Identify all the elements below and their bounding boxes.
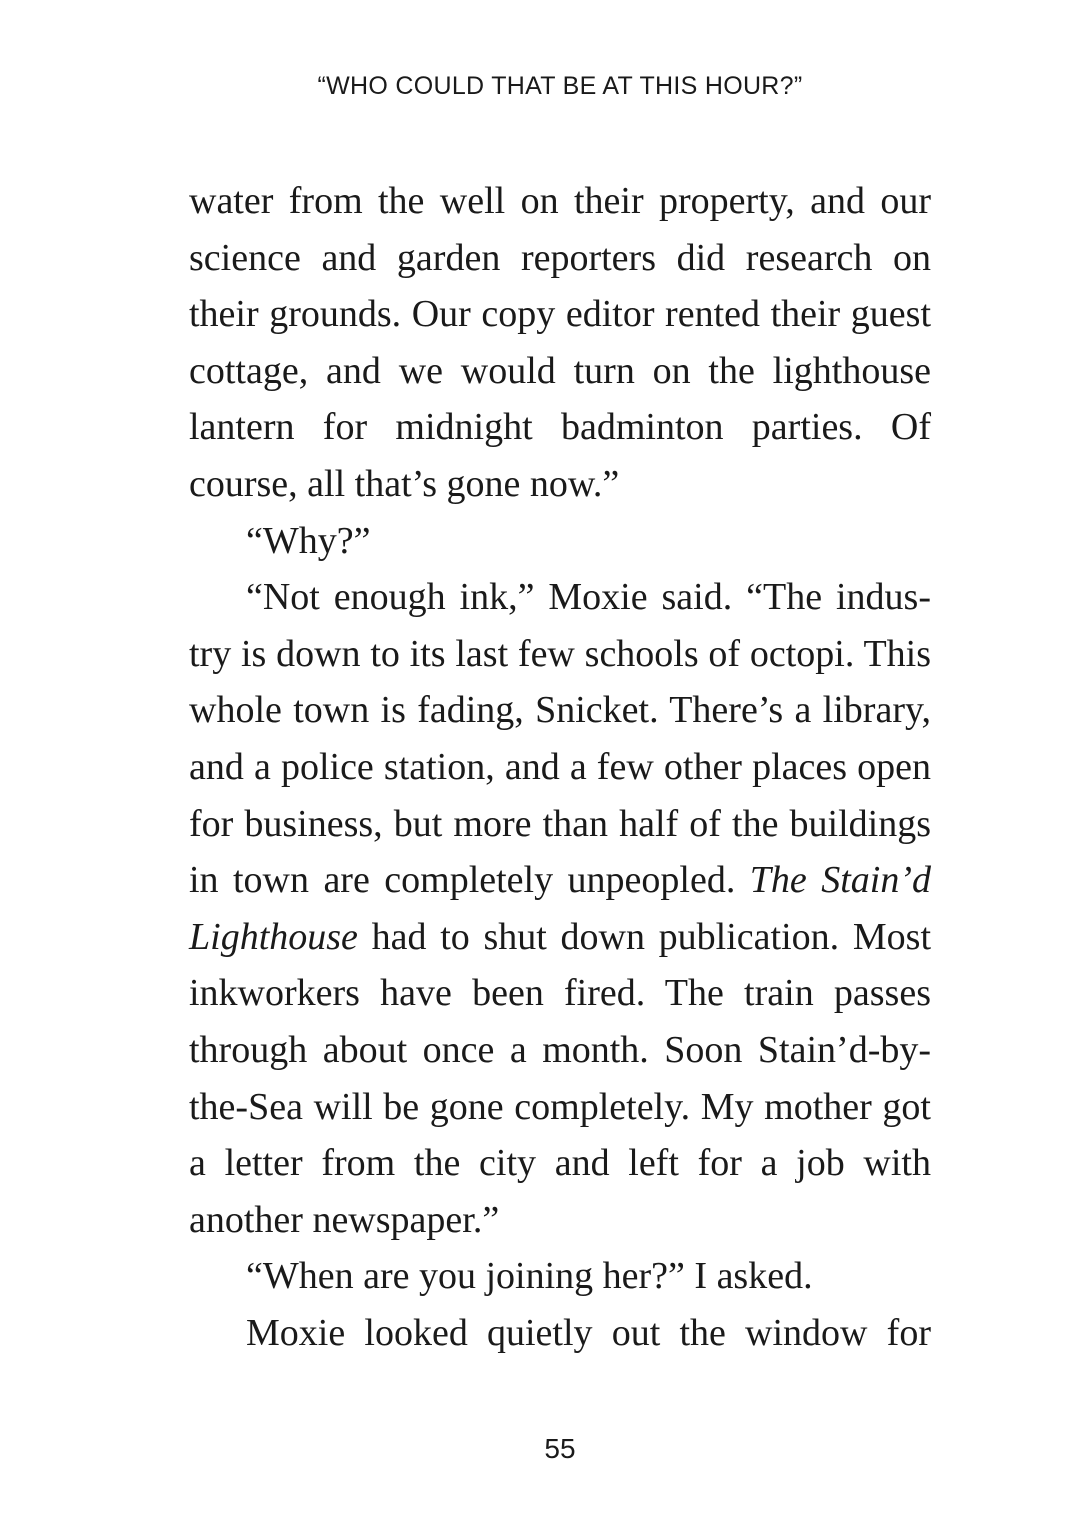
- paragraph-4: “When are you joining her?” I asked.: [246, 1255, 813, 1298]
- paragraph-2: “Why?”: [246, 519, 371, 562]
- paragraph-3-text-b: had to shut down publication. Most inkworkers have been fired. The train passes through about once a month. Soon Stain’d-by-the-Sea will be gone completely. My mother got a letter from the city and left for a job with another newspaper.”: [189, 915, 931, 1241]
- running-head: “WHO COULD THAT BE AT THIS HOUR?”: [317, 72, 803, 100]
- paragraph-1: water from the well on their property, and our science and garden reporters did research on their grounds. Our copy editor rented their guest cottage, and we would turn on the lighthouse lantern for midnight badminton parties. Of course, all that’s gone now.”: [189, 180, 931, 505]
- paragraph-3: [189, 569, 931, 1248]
- newspaper-title: The Stain’d Lighthouse: [189, 859, 931, 958]
- paragraph-5: Moxie looked quietly out the window for: [246, 1311, 931, 1354]
- paragraph-3-text-a: “Not enough ink,” Moxie said. “The industry is down to its last few schools of octopi. This whole town is fading, Snicket. There’s a library, and a police station, and a few other places open for business, but more than half of the buildings in town are completely unpeopled.: [189, 576, 931, 902]
- body-text: [189, 173, 931, 1361]
- page-number: 55: [544, 1433, 576, 1464]
